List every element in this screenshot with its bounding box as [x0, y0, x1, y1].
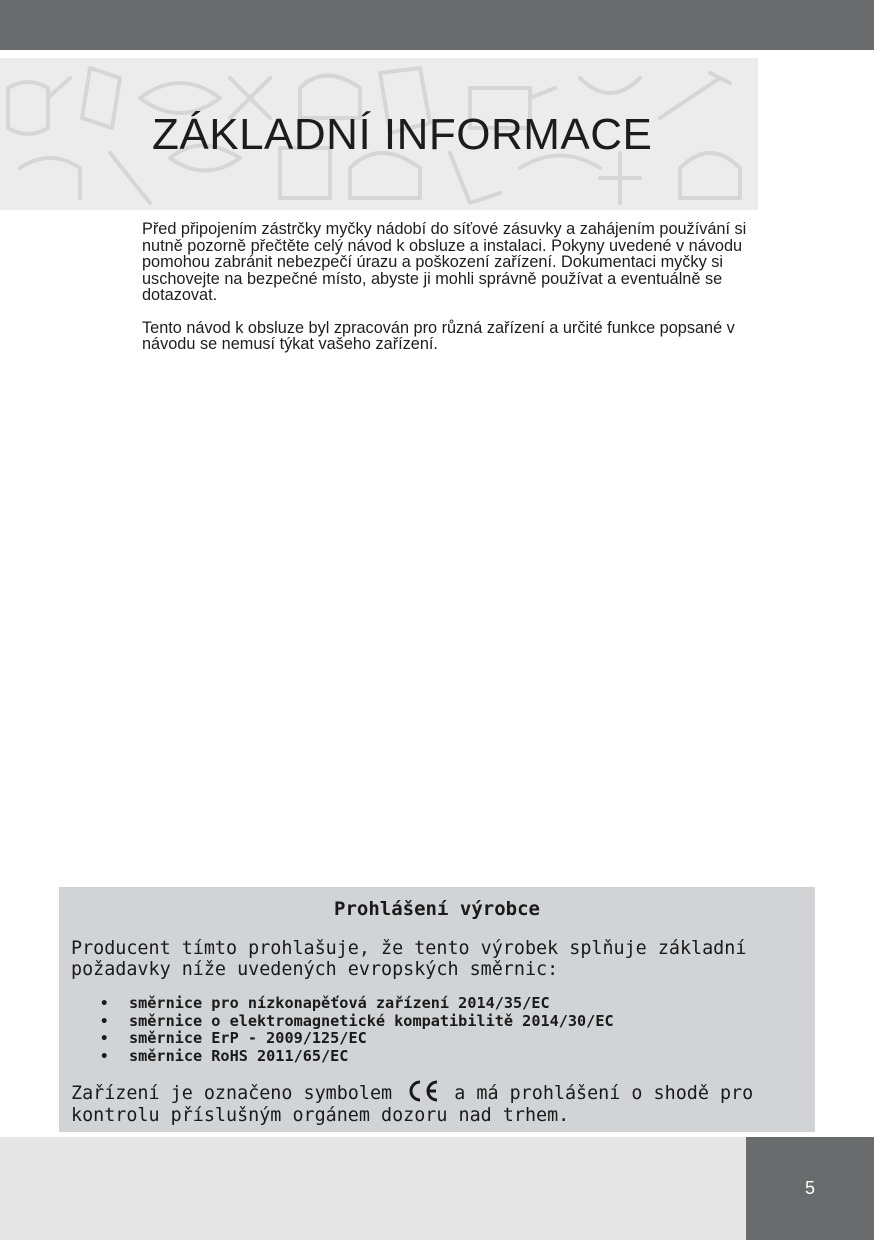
footer-band: [0, 1137, 746, 1240]
bullet-icon: •: [100, 1048, 109, 1065]
bullet-icon: •: [100, 996, 109, 1012]
bullet-icon: •: [100, 1013, 109, 1030]
directive-label: směrnice RoHS 2011/65/EC: [129, 1046, 349, 1065]
directive-label: směrnice ErP - 2009/125/EC: [129, 1029, 367, 1048]
page-title: ZÁKLADNÍ INFORMACE: [152, 110, 653, 159]
intro-paragraph: Tento návod k obsluze byl zpracován pro různá zařízení a určité funkce popsané v návodu se nemusí týkat vašeho zařízení.: [142, 318, 735, 353]
directive-list: [100, 995, 614, 1065]
intro-text: [142, 221, 750, 353]
declaration-note: [71, 1079, 811, 1127]
note-text-after: a má prohlášení o shodě pro kontrolu příslušným orgánem dozoru nad trhem.: [71, 1083, 754, 1126]
directive-label: směrnice o elektromagnetické kompatibilitě 2014/30/EC: [129, 1011, 614, 1030]
note-text-before: Zařízení je označeno symbolem: [71, 1083, 393, 1104]
list-item: [100, 1048, 614, 1066]
list-item: [100, 1013, 614, 1031]
intro-paragraph: Před připojením zástrčky myčky nádobí do síťové zásuvky a zahájením používání si nutně pozorně přečtěte celý návod k obsluze a instalaci. Pokyny uvedené v návodu pomohou zabránit nebezpečí úrazu a poškození zařízení. Dokumentaci myčky si uschovejte na bezpečné místo, abyste ji mohli správně používat a eventuálně se dotazovat.: [142, 220, 747, 304]
directive-label: směrnice pro nízkonapěťová zařízení 2014/35/EC: [129, 994, 550, 1012]
page-number: 5: [804, 1178, 815, 1198]
declaration-title: Prohlášení výrobce: [334, 898, 540, 920]
ce-mark-icon: [405, 1079, 441, 1103]
bullet-icon: •: [100, 1031, 109, 1048]
list-item: [100, 1030, 614, 1048]
declaration-text: Producent tímto prohlašuje, že tento výrobek splňuje základní požadavky níže uvedených evropských směrnic:: [71, 938, 747, 980]
list-item: [100, 995, 614, 1013]
top-header-bar: [0, 0, 874, 50]
